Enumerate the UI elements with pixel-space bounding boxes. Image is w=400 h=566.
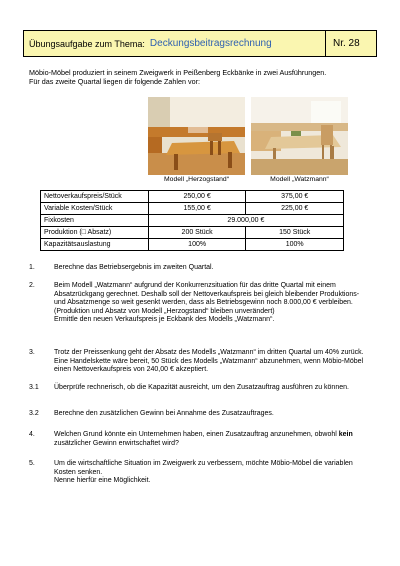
caption-herzogstand: Modell „Herzogstand“ xyxy=(164,176,229,183)
table-row xyxy=(41,215,344,227)
task-number: 5. xyxy=(29,460,35,467)
task-number: 3.1 xyxy=(29,384,39,391)
task-3-2 xyxy=(29,410,374,419)
row-label: Nettoverkaufspreis/Stück xyxy=(41,191,149,203)
intro-line-1: Möbio-Möbel produziert in seinem Zweigwerk in Peißenberg Eckbänke in zwei Ausführungen. xyxy=(29,68,327,77)
value-herzogstand: 155,00 € xyxy=(148,203,246,215)
task-text: Berechne das Betriebsergebnis im zweiten Quartal. xyxy=(54,264,214,271)
task-1 xyxy=(29,264,374,273)
table-row xyxy=(41,191,344,203)
task-5 xyxy=(29,460,374,486)
task-number: 4. xyxy=(29,431,35,438)
task-text: Überprüfe rechnerisch, ob die Kapazität ausreicht, um den Zusatzauftrag ausführen zu können. xyxy=(54,384,349,391)
task-2 xyxy=(29,282,374,325)
task-text-post: zusätzlicher Gewinn erwirtschaftet wird? xyxy=(54,439,179,447)
table-row xyxy=(41,203,344,215)
task-text: Nenne hierfür eine Möglichkeit. xyxy=(54,477,151,485)
intro-line-2: Für das zweite Quartal liegen dir folgende Zahlen vor: xyxy=(29,77,200,86)
header-divider xyxy=(325,31,326,56)
table-row xyxy=(41,227,344,239)
photo-herzogstand xyxy=(148,97,245,175)
task-4 xyxy=(29,431,374,448)
task-text: Berechne den zusätzlichen Gewinn bei Annahme des Zusatzauftrages. xyxy=(54,410,274,417)
task-text-bold: kein xyxy=(338,431,353,438)
task-number: 3. xyxy=(29,349,35,356)
worksheet-header xyxy=(23,30,377,57)
exercise-number: Nr. 28 xyxy=(333,38,360,49)
value-herzogstand: 200 Stück xyxy=(148,227,246,239)
value-herzogstand: 250,00 € xyxy=(148,191,246,203)
row-label: Produktion (□ Absatz) xyxy=(41,227,149,239)
photo-watzmann xyxy=(251,97,348,175)
figures-table xyxy=(40,190,344,251)
value-fixed-costs: 29.000,00 € xyxy=(148,215,343,227)
task-text xyxy=(54,431,368,448)
task-text: Um die wirtschaftliche Situation im Zweigwerk zu verbessern, möchte Möbio-Möbel die variablen Kosten senken. xyxy=(54,460,353,476)
value-watzmann: 150 Stück xyxy=(246,227,344,239)
value-watzmann: 100% xyxy=(246,239,344,251)
row-label: Kapazitätsauslastung xyxy=(41,239,149,251)
task-number: 2. xyxy=(29,282,35,289)
caption-watzmann: Modell „Watzmann“ xyxy=(270,176,329,183)
table-row xyxy=(41,239,344,251)
value-herzogstand: 100% xyxy=(148,239,246,251)
task-text: Trotz der Preissenkung geht der Absatz des Modells „Watzmann“ im dritten Quartal um 40% zurück. Eine Handelskette wäre bereit, 50 Stück des Modells „Watzmann“ abzunehmen, wenn Möbio-Möbel einen Nettoverkaufspreis von 240,00 € akzeptiert. xyxy=(54,349,364,374)
task-text-pre: Welchen Grund könnte ein Unternehmen haben, einen Zusatzauftrag anzunehmen, obwohl xyxy=(54,431,339,438)
row-label: Fixkosten xyxy=(41,215,149,227)
task-3-1 xyxy=(29,384,374,393)
value-watzmann: 375,00 € xyxy=(246,191,344,203)
header-topic: Deckungsbeitragsrechnung xyxy=(149,38,272,49)
task-3 xyxy=(29,349,374,375)
header-prefix: Übungsaufgabe zum Thema: xyxy=(29,38,145,49)
row-label: Variable Kosten/Stück xyxy=(41,203,149,215)
task-number: 1. xyxy=(29,264,35,271)
value-watzmann: 225,00 € xyxy=(246,203,344,215)
task-number: 3.2 xyxy=(29,410,39,417)
task-text: Beim Modell „Watzmann“ aufgrund der Konkurrenzsituation für das dritte Quartal mit einem Absatzrückgang gerechnet. Deshalb soll der Nettoverkaufspreis bei gleich bleibender Produktions- und Absatzmenge so weit gesenkt werden, dass als Betriebsgewinn noch 8.000,00 € verbleiben. (Produktion und Absatz von Modell „Herzogstand“ bleiben unverändert) xyxy=(54,282,360,315)
intro-text xyxy=(29,68,374,86)
task-text: Ermittle den neuen Verkaufspreis je Eckbank des Modells „Watzmann“. xyxy=(54,316,275,324)
